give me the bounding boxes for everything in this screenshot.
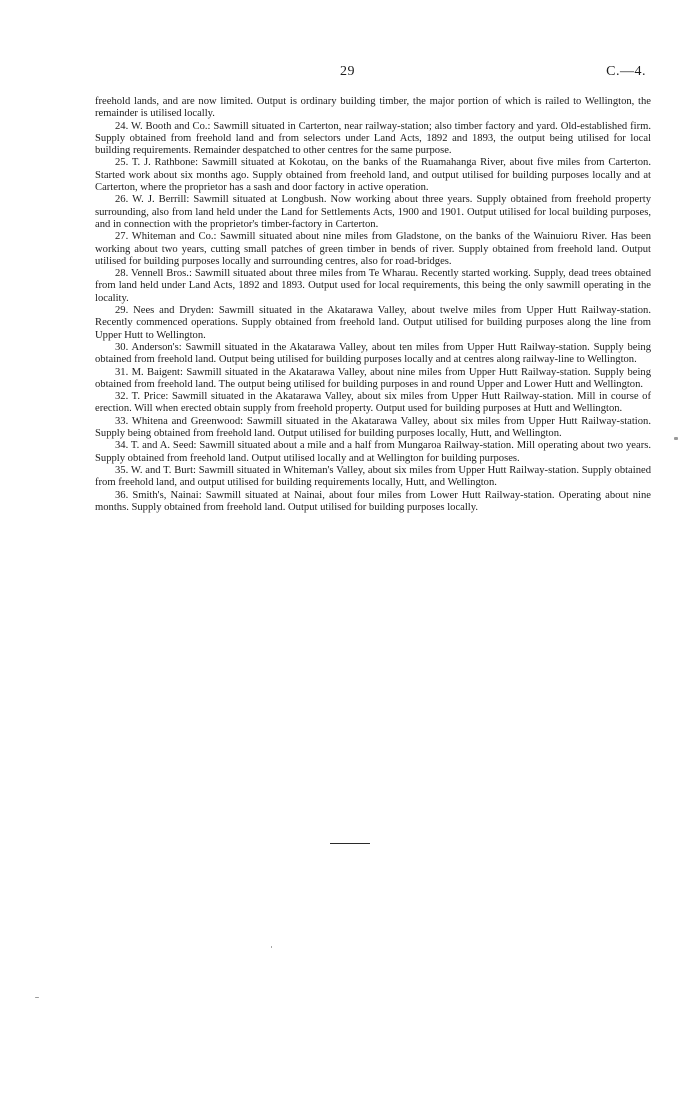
sawmill-entry-30: 30. Anderson's: Sawmill situated in the Akatarawa Valley, about ten miles from Upper Hutt Railway-station. Supply being obtained from freehold land. Output being utilised for building purposes locally and at centres along railway-line to Wellington. — [95, 341, 651, 366]
sawmill-entry-35: 35. W. and T. Burt: Sawmill situated in Whiteman's Valley, about six miles from Upper Hutt Railway-station. Supply obtained from freehold land, and output utilised for building requirements locally, Hutt, and Wellington. — [95, 464, 651, 489]
sawmill-entry-27: 27. Whiteman and Co.: Sawmill situated about nine miles from Gladstone, on the banks of the Wainuioru River. Has been working about two years, cutting small patches of green timber in bends of river. Supply obtained from freehold land. Output utilised for building purposes locally and surrounding centres, also for road-bridges. — [95, 231, 651, 267]
sawmill-entry-36: 36. Smith's, Nainai: Sawmill situated at Nainai, about four miles from Lower Hutt Railway-station. Operating about nine months. Supply obtained from freehold land. Output utilised for building purposes locally. — [95, 489, 651, 513]
sawmill-entry-25: 25. T. J. Rathbone: Sawmill situated at Kokotau, on the banks of the Ruamahanga River, about five miles from Carterton. Started work about six months ago. Supply obtained from freehold land, and output utilised for building purposes locally and at Carterton, where the proprietor has a sash and door factory in active operation. — [95, 157, 651, 194]
sawmill-entry-34: 34. T. and A. Seed: Sawmill situated about a mile and a half from Mungaroa Railway-station. Mill operating about two years. Supply obtained from freehold land. Output utilised locally and at Wellington for building purposes. — [95, 440, 651, 464]
scan-speck — [674, 437, 678, 440]
sawmill-entry-29: 29. Nees and Dryden: Sawmill situated in the Akatarawa Valley, about twelve miles from Upper Hutt Railway-station. Recently commenced operations. Supply obtained from freehold land. Output utilised for building purposes along the line from Upper Hutt to Wellington. — [95, 305, 651, 341]
document-reference: C.—4. — [606, 64, 646, 79]
page-header — [0, 64, 700, 82]
continuation-paragraph: freehold lands, and are now limited. Output is ordinary building timber, the major portion of which is railed to Wellington, the remainder is utilised locally. — [95, 96, 651, 120]
closing-rule — [330, 843, 370, 844]
sawmill-entry-26: 26. W. J. Berrill: Sawmill situated at Longbush. Now working about three years. Supply obtained from freehold property surrounding, also from land held under the Land for Settlements Acts, 1900 and 1901. Output utilised for local building purposes, and in connection with the proprietor's timber-factory in Carterton. — [95, 194, 651, 230]
sawmill-entry-33: 33. Whitena and Greenwood: Sawmill situated in the Akatarawa Valley, about six miles from Upper Hutt Railway-station. Supply being obtained from freehold land. Output utilised for building purposes locally, Hutt, and Wellington. — [95, 415, 651, 440]
sawmill-entry-31: 31. M. Baigent: Sawmill situated in the Akatarawa Valley, about nine miles from Upper Hutt Railway-station. Supply being obtained from freehold land. The output being utilised for building purposes in and round Upper and Lower Hutt and Wellington. — [95, 366, 651, 390]
body-text — [95, 96, 651, 514]
scan-speck — [35, 997, 39, 998]
sawmill-entry-28: 28. Vennell Bros.: Sawmill situated about three miles from Te Wharau. Recently started working. Supply, dead trees obtained from land held under Land Acts, 1892 and 1893. Output used for local requirements, this being the only sawmill operating in the locality. — [95, 268, 651, 304]
scan-speck — [271, 946, 272, 948]
sawmill-entry-24: 24. W. Booth and Co.: Sawmill situated in Carterton, near railway-station; also timber factory and yard. Old-established firm. Supply obtained from freehold land and from selectors under Land Acts, 1892 and 1893, the output being utilised for local building requirements. Remainder despatched to other centres for the same purpose. — [95, 120, 651, 157]
page-number: 29 — [340, 64, 355, 79]
sawmill-entry-32: 32. T. Price: Sawmill situated in the Akatarawa Valley, about six miles from Upper Hutt Railway-station. Mill in course of erection. Will when erected obtain supply from freehold property. Output used for building purposes at Hutt and Wellington. — [95, 391, 651, 415]
